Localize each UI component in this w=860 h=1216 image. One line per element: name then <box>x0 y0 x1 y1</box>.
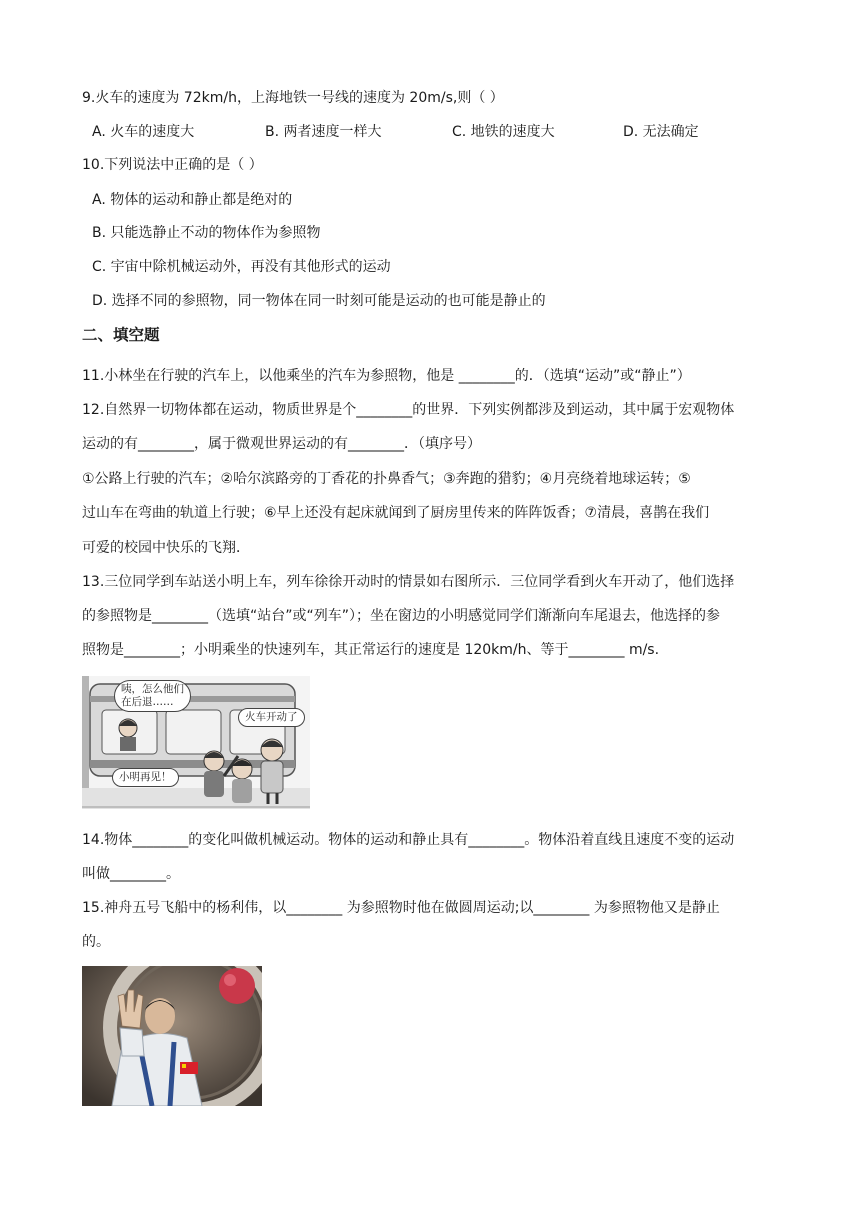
q10-option-d: D. 选择不同的参照物，同一物体在同一时刻可能是运动的也可能是静止的 <box>92 293 546 309</box>
q9-option-d: D. 无法确定 <box>623 124 699 140</box>
question-9-stem: 9.火车的速度为 72km/h，上海地铁一号线的速度为 20m/s,则（ ） <box>82 90 504 106</box>
question-12-line-1: 12.自然界一切物体都在运动，物质世界是个________的世界．下列实例都涉及到运动，其中属于宏观物体 <box>82 402 735 418</box>
q9-option-c: C. 地铁的速度大 <box>452 124 555 140</box>
question-13-line-3: 照物是________；小明乘坐的快速列车，其正常运行的速度是 120km/h、等于________ m/s. <box>82 642 660 658</box>
q9-option-a: A. 火车的速度大 <box>92 124 195 140</box>
question-12-line-5: 可爱的校园中快乐的飞翔． <box>82 540 250 556</box>
q10-option-a: A. 物体的运动和静止都是绝对的 <box>92 192 293 208</box>
astronaut-photo <box>82 966 262 1106</box>
q10-option-c: C. 宇宙中除机械运动外，再没有其他形式的运动 <box>92 259 391 275</box>
train-station-illustration <box>82 676 310 809</box>
question-14-line-2: 叫做________。 <box>82 866 180 882</box>
speech-bubble-boy <box>114 680 191 712</box>
q10-option-b: B. 只能选静止不动的物体作为参照物 <box>92 225 321 241</box>
question-10-stem: 10.下列说法中正确的是（ ） <box>82 157 263 173</box>
question-12-line-2: 运动的有________，属于微观世界运动的有________．（填序号） <box>82 436 481 452</box>
question-13-line-1: 13.三位同学到车站送小明上车，列车徐徐开动时的情景如右图所示．三位同学看到火车开动了，他们选择 <box>82 574 735 590</box>
question-12-line-3: ①公路上行驶的汽车；②哈尔滨路旁的丁香花的扑鼻香气；③奔跑的猎豹；④月亮绕着地球运转；⑤ <box>82 471 691 487</box>
question-13-line-2: 的参照物是________（选填“站台”或“列车”）；坐在窗边的小明感觉同学们渐渐向车尾退去，他选择的参 <box>82 608 721 624</box>
question-14-line-1: 14.物体________的变化叫做机械运动。物体的运动和静止具有________。物体沿着直线且速度不变的运动 <box>82 832 735 848</box>
q9-option-b: B. 两者速度一样大 <box>265 124 382 140</box>
question-11-text: 11.小林坐在行驶的汽车上，以他乘坐的汽车为参照物，他是 ________的．（选填“运动”或“静止”） <box>82 368 691 384</box>
question-15-line-1: 15.神舟五号飞船中的杨利伟，以________ 为参照物时他在做圆周运动;以________ 为参照物他又是静止 <box>82 900 720 916</box>
speech-bubble-train-moving: 火车开动了 <box>238 708 305 727</box>
question-15-line-2: 的。 <box>82 934 110 950</box>
question-12-line-4: 过山车在弯曲的轨道上行驶；⑥早上还没有起床就闻到了厨房里传来的阵阵饭香；⑦清晨，喜鹊在我们 <box>82 505 710 521</box>
speech-bubble-goodbye: 小明再见！ <box>112 768 179 787</box>
speech-bubble-boy-line-2: 在后退…… <box>121 696 174 708</box>
speech-bubble-boy-line-1: 咦，怎么他们 <box>121 683 184 695</box>
section-title-fill-in: 二、填空题 <box>82 326 160 344</box>
